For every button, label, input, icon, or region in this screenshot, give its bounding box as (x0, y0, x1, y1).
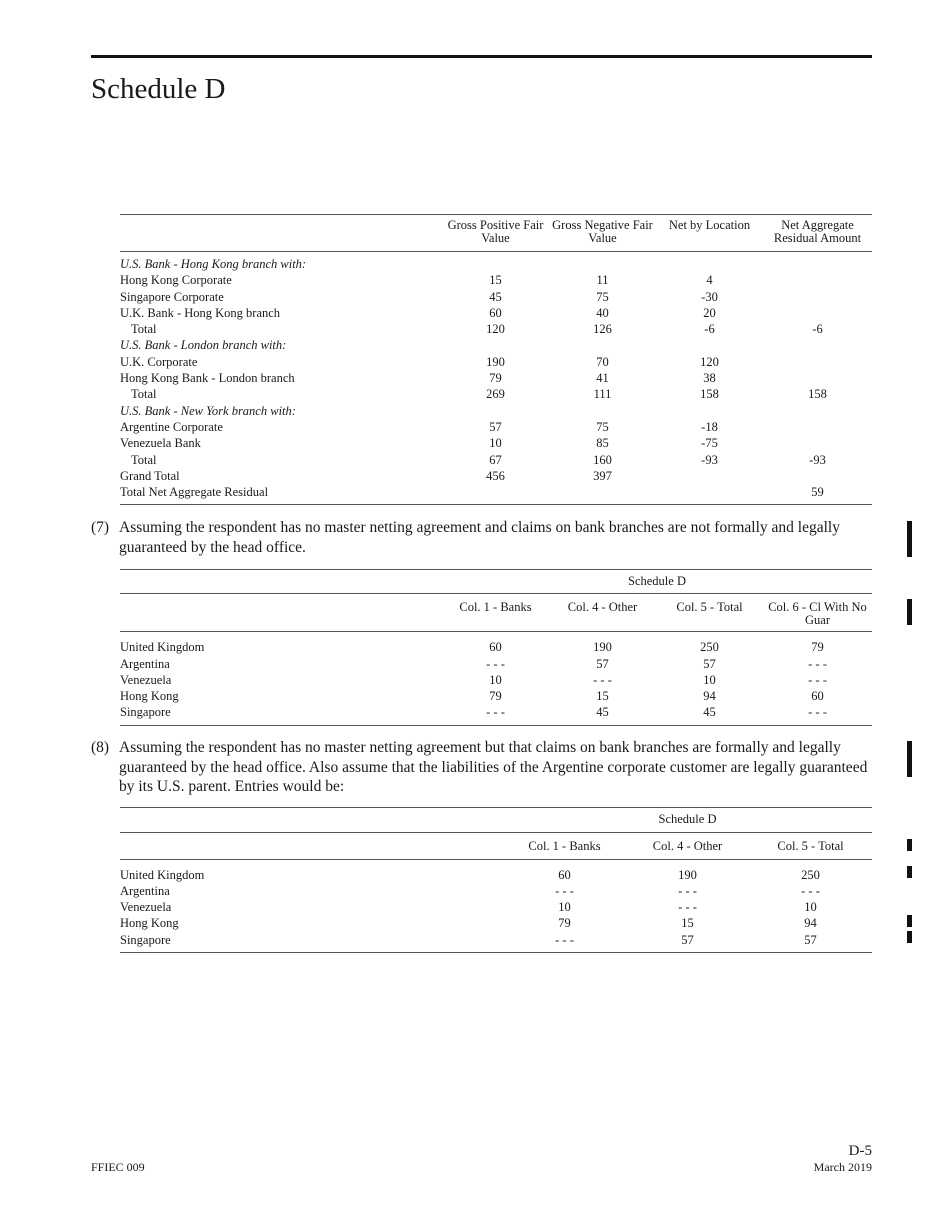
row-label: Venezuela Bank (120, 436, 201, 451)
table-row (120, 435, 872, 451)
form-number: FFIEC 009 (91, 1160, 145, 1174)
table-cell: - - - (808, 656, 827, 671)
table-cell: 250 (700, 640, 719, 655)
table-cell: - - - (486, 656, 505, 671)
row-label: United Kingdom (120, 867, 205, 882)
change-bar (907, 915, 912, 927)
table-cell (763, 354, 872, 370)
table-cell: 158 (700, 387, 719, 402)
table-cell: 4 (706, 273, 713, 288)
table-cell (763, 289, 872, 305)
table-row (120, 688, 872, 704)
row-label: Singapore (120, 932, 171, 947)
table-cell: 57 (681, 932, 694, 947)
table-cell: -93 (809, 452, 826, 467)
table-cell (656, 468, 763, 484)
table-cell: 38 (703, 371, 716, 386)
fair-value-table (120, 214, 872, 505)
table-header-row (120, 215, 872, 252)
table-cell: 15 (681, 916, 694, 931)
table-row (120, 452, 872, 468)
row-label: U.S. Bank - London branch with: (120, 338, 287, 353)
header-blank (120, 808, 503, 833)
table-row (120, 656, 872, 672)
table-cell: 57 (489, 419, 502, 434)
change-bar (907, 521, 912, 557)
table-cell: 75 (596, 419, 609, 434)
table-header-row (120, 833, 872, 859)
table-cell (442, 252, 549, 273)
table-cell: -75 (701, 436, 718, 451)
table-cell: 126 (593, 322, 612, 337)
table-cell: - - - (555, 932, 574, 947)
schedule-d-table-8 (120, 807, 872, 953)
page-number: D-5 (848, 1143, 872, 1159)
header-col4: Col. 4 - Other (626, 833, 749, 859)
table-cell (763, 435, 872, 451)
table-cell: 120 (486, 322, 505, 337)
row-label: Argentina (120, 656, 170, 671)
table-cell: 10 (558, 900, 571, 915)
table-cell (656, 484, 763, 505)
table-cell: - - - (486, 705, 505, 720)
row-label: Venezuela (120, 900, 172, 915)
header-col5: Col. 5 - Total (749, 833, 872, 859)
row-label: Argentine Corporate (120, 419, 223, 434)
table-cell: 160 (593, 452, 612, 467)
header-net-by-location: Net by Location (656, 215, 763, 252)
table-cell: 11 (596, 273, 609, 288)
header-gross-positive: Gross Positive Fair Value (442, 215, 549, 252)
table-row (120, 484, 872, 505)
table-cell: -6 (812, 322, 823, 337)
table-cell: 158 (808, 387, 827, 402)
table-cell: 190 (486, 354, 505, 369)
row-label: Grand Total (120, 468, 180, 483)
row-label: Singapore (120, 705, 171, 720)
table-cell: 79 (489, 689, 502, 704)
change-bar (907, 839, 912, 851)
row-label: Total (131, 387, 157, 402)
table-cell: 57 (703, 656, 716, 671)
row-label: Total (131, 322, 157, 337)
footer-right (814, 1143, 872, 1174)
table-cell (763, 252, 872, 273)
table-cell (442, 484, 549, 505)
table-row (120, 370, 872, 386)
page-title: Schedule D (91, 73, 226, 105)
table-cell: 269 (486, 387, 505, 402)
table-cell (763, 305, 872, 321)
table-row (120, 883, 872, 899)
table-row (120, 704, 872, 725)
schedule-d-table-7 (120, 569, 872, 726)
table-cell: - - - (678, 883, 697, 898)
table-cell: 456 (486, 468, 505, 483)
table-cell: -6 (704, 322, 715, 337)
header-blank (120, 833, 503, 859)
table-cell: 75 (596, 289, 609, 304)
row-label: Hong Kong (120, 916, 179, 931)
table-cell: 20 (703, 305, 716, 320)
table-cell (656, 337, 763, 353)
table-row (120, 305, 872, 321)
table-cell (763, 468, 872, 484)
row-label: U.K. Bank - Hong Kong branch (120, 305, 281, 320)
table-cell (549, 484, 656, 505)
table-row (120, 632, 872, 656)
table-cell: 111 (593, 387, 612, 402)
table-cell: 397 (593, 468, 612, 483)
table-cell: 45 (489, 289, 502, 304)
table-cell: 70 (596, 354, 609, 369)
table-cell: 60 (489, 305, 502, 320)
table-cell: 250 (801, 867, 820, 882)
table-cell: - - - (593, 672, 612, 687)
change-bar (907, 741, 912, 777)
header-col1: Col. 1 - Banks (442, 594, 549, 632)
table-cell (763, 337, 872, 353)
table-cell: 190 (678, 867, 697, 882)
row-label: Total Net Aggregate Residual (120, 485, 269, 500)
group-header-row (120, 808, 872, 833)
group-header: Schedule D (503, 808, 872, 833)
table-row (120, 337, 872, 353)
row-label: Total (131, 452, 157, 467)
header-gross-negative: Gross Negative Fair Value (549, 215, 656, 252)
table-cell: 94 (804, 916, 817, 931)
table-cell: 190 (593, 640, 612, 655)
table-row (120, 899, 872, 915)
table-cell: - - - (808, 672, 827, 687)
table-cell: 120 (700, 354, 719, 369)
row-label: Hong Kong Bank - London branch (120, 371, 295, 386)
table-cell: 94 (703, 689, 716, 704)
table-cell: - - - (808, 705, 827, 720)
table-cell: 15 (596, 689, 609, 704)
table-cell (763, 403, 872, 419)
table-row (120, 468, 872, 484)
table-cell (656, 403, 763, 419)
row-label: U.S. Bank - New York branch with: (120, 403, 296, 418)
table-cell (549, 403, 656, 419)
table-cell: -30 (701, 289, 718, 304)
table-cell: 45 (596, 705, 609, 720)
header-col4: Col. 4 - Other (549, 594, 656, 632)
row-label: Singapore Corporate (120, 289, 224, 304)
change-bar (907, 599, 912, 625)
table-row (120, 672, 872, 688)
table-cell (763, 370, 872, 386)
table-cell: - - - (555, 883, 574, 898)
paragraph-text: Assuming the respondent has no master netting agreement but that claims on bank branches are formally and legally guaranteed by the head office. Also assume that the liabilities of the Argentine corporate customer are legally guaranteed by its U.S. parent. Entries would be: (119, 739, 868, 795)
table-row (120, 386, 872, 402)
row-label: Venezuela (120, 672, 172, 687)
paragraph-number: (8) (91, 739, 110, 756)
table-row (120, 272, 872, 288)
table-row (120, 289, 872, 305)
header-col1: Col. 1 - Banks (503, 833, 626, 859)
row-label: U.K. Corporate (120, 354, 198, 369)
table-cell: 10 (489, 672, 502, 687)
table-row (120, 321, 872, 337)
table-cell: 45 (703, 705, 716, 720)
row-label: United Kingdom (120, 640, 205, 655)
paragraph-8 (91, 738, 872, 797)
table-cell (549, 337, 656, 353)
table-cell: 57 (804, 932, 817, 947)
table-row (120, 932, 872, 953)
header-blank (120, 570, 442, 594)
group-header-row (120, 570, 872, 594)
change-bar (907, 866, 912, 878)
paragraph-text: Assuming the respondent has no master netting agreement and claims on bank branches are not formally and legally guaranteed by the head office. (119, 519, 840, 556)
table-cell: 79 (558, 916, 571, 931)
top-rule (91, 55, 872, 58)
header-col6: Col. 6 - Cl With No Guar (763, 594, 872, 632)
table-row (120, 915, 872, 931)
table-row (120, 419, 872, 435)
table-header-row (120, 594, 872, 632)
table-cell: -93 (701, 452, 718, 467)
table-cell: - - - (678, 900, 697, 915)
table-row (120, 403, 872, 419)
table-cell: 57 (596, 656, 609, 671)
table-cell (656, 252, 763, 273)
table-cell: 10 (489, 436, 502, 451)
header-blank (120, 215, 442, 252)
table-cell (549, 252, 656, 273)
table-cell (763, 272, 872, 288)
row-label: Hong Kong Corporate (120, 273, 232, 288)
row-label: U.S. Bank - Hong Kong branch with: (120, 257, 307, 271)
table-cell (763, 419, 872, 435)
table-cell: -18 (701, 419, 718, 434)
table-cell: 40 (596, 305, 609, 320)
group-header: Schedule D (442, 570, 872, 594)
table-cell: - - - (801, 883, 820, 898)
table-cell (442, 403, 549, 419)
table-cell (442, 337, 549, 353)
revision-date: March 2019 (813, 1160, 872, 1174)
table-cell: 59 (811, 485, 824, 500)
table-row (120, 354, 872, 370)
table-row (120, 252, 872, 273)
table-cell: 10 (804, 900, 817, 915)
table-row (120, 859, 872, 883)
table-cell: 60 (558, 867, 571, 882)
paragraph-number: (7) (91, 519, 110, 536)
header-blank (120, 594, 442, 632)
table-cell: 41 (596, 371, 609, 386)
header-col5: Col. 5 - Total (656, 594, 763, 632)
table-cell: 79 (489, 371, 502, 386)
table-cell: 85 (596, 436, 609, 451)
table-cell: 60 (489, 640, 502, 655)
row-label: Hong Kong (120, 689, 179, 704)
table-cell: 60 (811, 689, 824, 704)
table-cell: 79 (811, 640, 824, 655)
header-net-aggregate: Net Aggregate Residual Amount (763, 215, 872, 252)
table-cell: 67 (489, 452, 502, 467)
table-cell: 15 (489, 273, 502, 288)
row-label: Argentina (120, 883, 170, 898)
table-cell: 10 (703, 672, 716, 687)
paragraph-7 (91, 518, 872, 557)
change-bar (907, 931, 912, 943)
